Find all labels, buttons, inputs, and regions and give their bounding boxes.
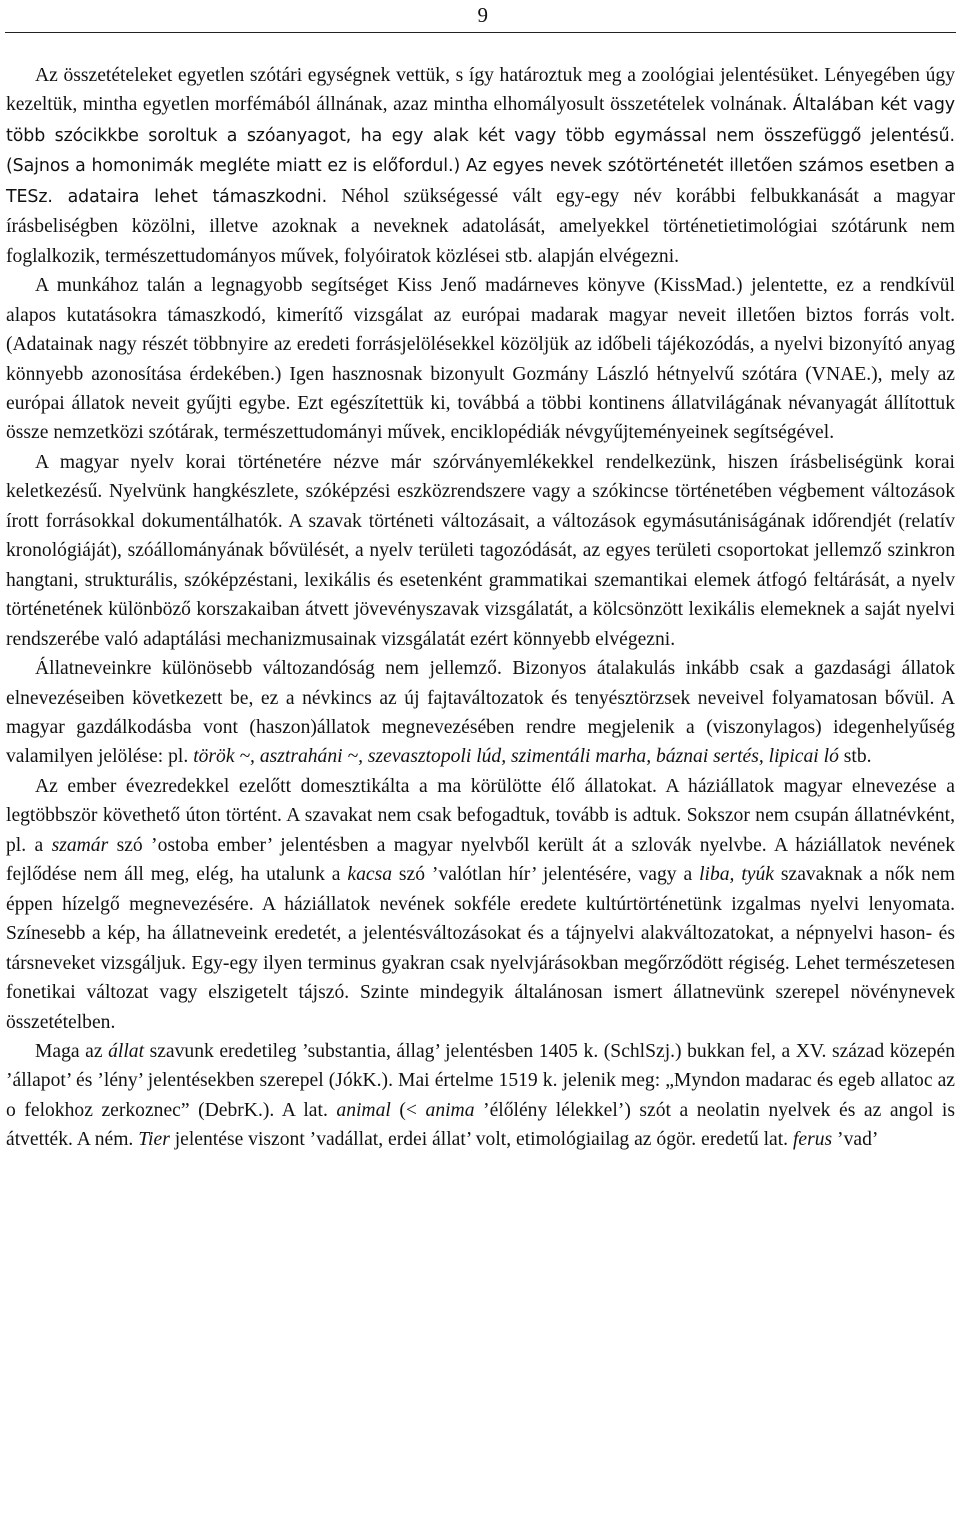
text-run: Maga az	[35, 1040, 109, 1062]
italic-term: animal	[336, 1099, 391, 1121]
paragraph-p2	[6, 271, 955, 448]
text-run: A munkához talán a legnagyobb segítséget Kiss Jenő madárneves könyve (KissMad.) jelentette, ez a rendkívül alapos kutatásokra támaszkodó, kimerítő vizsgálat az európai madarak magyar neveit illetően biztos forrás volt. (Adatainak nagy részét többnyire az eredeti forrásjelölésekkel közöljük az időbeli tájékozódás, a nyelvi bizonyító anyag könnyebb azonosítása érdekében.) Igen hasznosnak bizonyult Gozmány László hétnyelvű szótára (VNAE.), mely az európai állatok neveit gyűjti egybe. Ezt egészítettük ki, továbbá a többi kontinens állatvilágának névanyagát állítottuk össze nemzetközi szótárak, természettudományi művek, enciklopédiák névgyűjteményeinek segítségével.	[6, 275, 955, 444]
italic-term: török ~, asztraháni ~, szevasztopoli lúd, szimentáli marha, báznai sertés, lipicai ló	[193, 746, 839, 768]
italic-term: liba, tyúk	[699, 864, 774, 886]
text-run: A magyar nyelv korai történetére nézve már szórványemlékekkel rendelkezünk, hiszen írásbeliségünk korai keletkezésű. Nyelvünk hangkészlete, szóképzési eszközrendszere vagy a szókincse történetében végbement változások írott forrásokkal dokumentálhatók. A szavak történeti változásait, a változások egymásutániságának időrendjét (relatív kronológiáját), szóállományának bővülését, a nyelv területi tagozódását, az egyes területi csoportokat jellemző szinkron hangtani, strukturális, szóképzéstani, lexikális és esetenként grammatikai szemantikai elemek átfogó feltárását, a nyelv történetének különböző korszakaiban átvett jövevényszavak vizsgálatát, a kölcsönzött lexikális elemeknek a saját nyelvi rendszerébe való adaptálási mechanizmusainak vizsgálatát ezért könnyebb elvégezni.	[6, 451, 955, 650]
paragraph-p4	[6, 654, 955, 772]
text-run: ’élőlény lélekkel’) szót a neolatin nyelvek és az angol is átvették. A ném.	[6, 1099, 955, 1151]
text-run: szavaknak a nők nem éppen hízelgő megnevezésére. A háziállatok nevének sokféle eredete kultúrtörténetünk izgalmas nyelvi lenyomata. Színesebb a kép, ha állatneveink eredetét, a jelentésváltozásokat és a tájnyelvi alakváltozatokat, a népnyelvi hason- és társneveket vizsgáljuk. Egy-egy ilyen terminus gyakran csak nyelvjárásokban megőrződött régiség. Lehet természetesen fonetikai változat vagy elszigetelt tájszó. Szinte mindegyik általánosan ismert állatnevünk szerepel növénynevek összetételben.	[6, 864, 956, 1033]
paragraph-p6	[6, 1037, 955, 1155]
text-run: (<	[390, 1099, 426, 1121]
text-run: Az ember évezredekkel ezelőtt domesztikálta a ma körülötte élő állatokat. A háziállatok magyar elnevezése a legtöbbször követhető úton történt. A szavakat nem csak befogadtuk, tovább is adtuk. Sokszor nem csupán állatnévként, pl. a	[6, 775, 955, 856]
italic-term: állat	[108, 1040, 145, 1062]
italic-term: anima	[425, 1099, 475, 1121]
page-header	[0, 0, 960, 40]
text-run: Néhol szükségessé vált egy-egy név korábbi felbukkanását a magyar írásbeliségben közölni, illetve azoknak a neveknek adatolását, amelyekkel történetietimológiai szótárunk nem foglalkozik, természettudományos művek, folyóiratok közlései stb. alapján elvégezni.	[6, 185, 955, 267]
text-run: Állatneveinkre különösebb változandóság nem jellemző. Bizonyos átalakulás inkább csak a gazdasági állatok elnevezéseiben következett be, ez a névkincs az új fajtaváltozatok és tenyésztörzsek neveivel folyamatosan bővül. A magyar gazdálkodásba vont (haszon)állatok megnevezésében rendre megjelenik a (viszonylagos) idegenhelyűség valamilyen jelölése: pl.	[6, 658, 955, 768]
paragraph-p5	[6, 772, 955, 1037]
text-run: szavunk eredetileg ’substantia, állag’ jelentésben 1405 k. (SchlSzj.) bukkan fel, a XV. század közepén ’állapot’ és ’lény’ jelentésekben szerepel (JókK.). Mai értelme 1519 k. jelenik meg: „Myndon madarac és egeb allatoc az o felokhoz zerkoznec” (DebrK.). A lat.	[6, 1040, 955, 1121]
text-run: Az összetételeket egyetlen szótári egységnek vettük, s így határoztuk meg a zoológiai jelentésüket. Lényegében úgy kezeltük, mintha egyetlen morfémából állnának, azaz mintha elhomályosult összetételek volnának.	[6, 65, 955, 116]
text-run: jelentése viszont ’vadállat, erdei állat’ volt, etimológiailag az ógör. eredetű lat.	[169, 1129, 793, 1151]
italic-term: kacsa	[347, 864, 392, 886]
header-rule	[5, 32, 956, 33]
text-run: szó ’valótlan hír’ jelentésére, vagy a	[392, 864, 700, 886]
text-run: szó ’ostoba ember’ jelentésben a magyar nyelvből került át a szlovák nyelvbe. A háziállatok nevének fejlődése nem áll meg, elég, ha utalunk a	[6, 834, 955, 886]
italic-term: Tier	[138, 1129, 170, 1151]
sans-serif-passage: Általában két vagy több szócikkbe soroltuk a szóanyagot, ha egy alak két vagy több egymással nem összefüggő jelentésű. (Sajnos a homonimák megléte miatt ez is előfordul.) Az egyes nevek szótörténetét illetően számos esetben a TESz. adataira lehet támaszkodni.	[6, 95, 955, 207]
text-run: ’vad’	[832, 1129, 879, 1151]
paragraph-p3	[6, 448, 955, 654]
italic-term: ferus	[792, 1129, 833, 1151]
paragraph-p1	[6, 61, 955, 271]
body-text	[6, 61, 955, 1155]
page-number: 9	[477, 3, 488, 27]
text-run: stb.	[838, 746, 872, 768]
italic-term: szamár	[51, 834, 109, 856]
